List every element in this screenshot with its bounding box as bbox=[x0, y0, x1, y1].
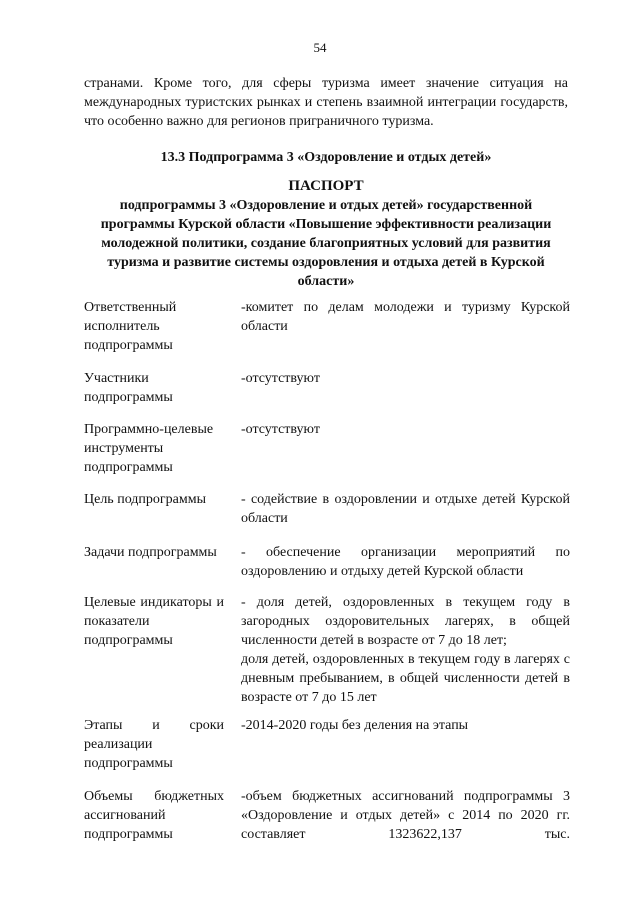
row-value bbox=[241, 490, 570, 528]
row-value bbox=[241, 787, 570, 844]
row-value bbox=[241, 593, 570, 707]
row-value bbox=[241, 716, 570, 735]
row-value bbox=[241, 543, 570, 581]
row-value-text: - доля детей, оздоровленных в текущем году в загородных оздоровительных лагерях, в общей численности детей в возрасте от 7 до 18 лет; bbox=[241, 595, 570, 648]
row-label: Объемы бюджетных ассигнований подпрограммы bbox=[84, 789, 224, 842]
row-label: Ответственный исполнитель подпрограммы bbox=[84, 300, 177, 353]
row-value-text: -2014-2020 годы без деления на этапы bbox=[241, 718, 469, 733]
row-value-text: - содействие в оздоровлении и отдыхе детей Курской области bbox=[241, 492, 570, 526]
page-number: 54 bbox=[313, 40, 327, 55]
row-value-text: - обеспечение организации мероприятий по оздоровлению и отдыху детей Курской области bbox=[241, 545, 570, 579]
section-heading: 13.3 Подпрограмма 3 «Оздоровление и отдых детей» bbox=[160, 150, 492, 165]
row-value-text: -отсутствуют bbox=[241, 371, 320, 386]
row-label: Цель подпрограммы bbox=[84, 492, 206, 507]
row-value-text: доля детей, оздоровленных в текущем году в лагерях с дневным пребыванием, в общей численности детей в возрасте от 7 до 15 лет bbox=[241, 652, 570, 705]
row-value-text: -комитет по делам молодежи и туризму Курской области bbox=[241, 300, 570, 334]
row-label: Участники подпрограммы bbox=[84, 371, 173, 405]
row-value bbox=[241, 420, 570, 439]
row-label: Этапы и сроки реализации подпрограммы bbox=[84, 718, 224, 771]
passport-subtitle: подпрограммы 3 «Оздоровление и отдых детей» государственной программы Курской области «Повышение эффективности реализации молодежной политики, создание благоприятных условий для развития туризма и развитие системы оздоровления и отдыха детей в Курской области» bbox=[100, 198, 552, 289]
row-value-text: -объем бюджетных ассигнований подпрограммы 3 «Оздоровление и отдых детей» с 2014 по 2020 гг. составляет 1323622,137 тыс. bbox=[241, 789, 570, 842]
row-value-text: -отсутствуют bbox=[241, 422, 320, 437]
row-label: Программно-целевые инструменты подпрограммы bbox=[84, 422, 214, 475]
row-value bbox=[241, 298, 570, 336]
row-value bbox=[241, 369, 570, 388]
row-label: Целевые индикаторы и показатели подпрограммы bbox=[84, 595, 224, 648]
passport-title: ПАСПОРТ bbox=[288, 178, 364, 194]
intro-paragraph: странами. Кроме того, для сферы туризма имеет значение ситуация на международных туристских рынках и степень взаимной интеграции государств, что особенно важно для регионов приграничного туризма. bbox=[84, 76, 568, 129]
row-label: Задачи подпрограммы bbox=[84, 545, 217, 560]
